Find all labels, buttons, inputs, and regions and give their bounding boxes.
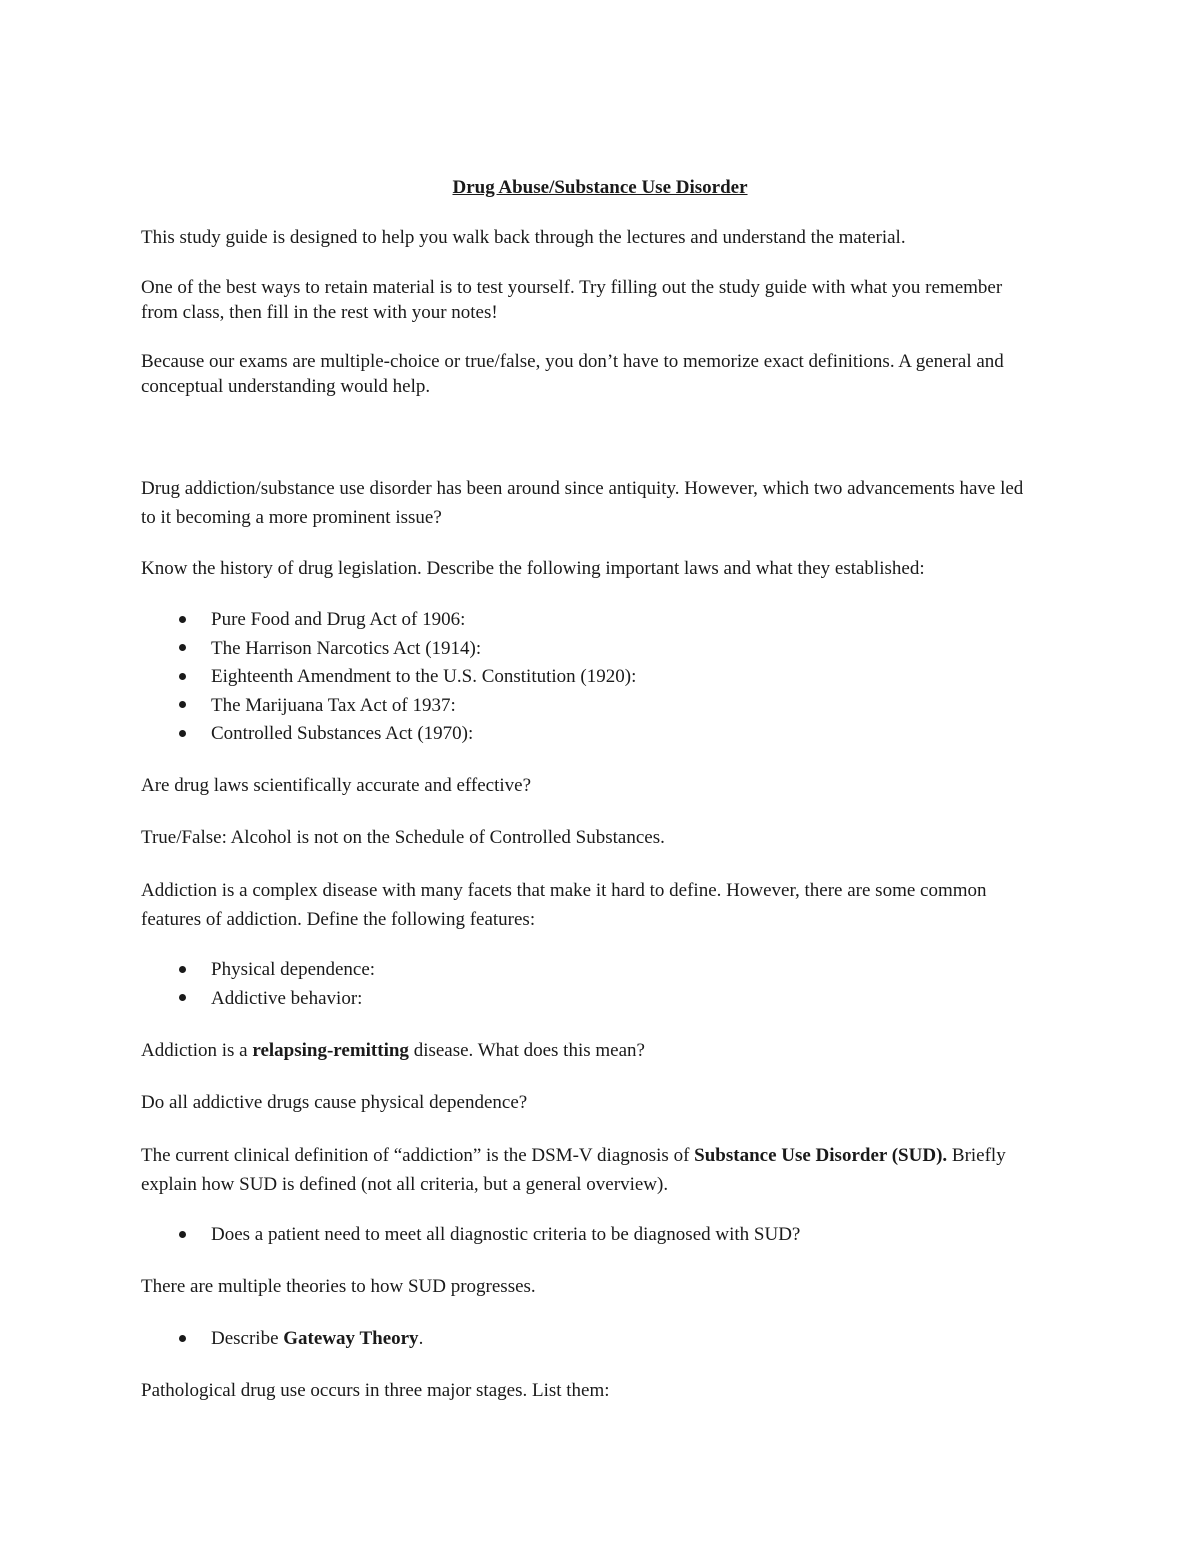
theories-list [141,1325,1041,1354]
question-antiquity: Drug addiction/substance use disorder has been around since antiquity. However, which two advancements have led to it becoming a more prominent issue? [141,478,1024,528]
question-clinical-definition: The current clinical definition of “addiction” is the DSM-V diagnosis of Substance Use Disorder (SUD). Briefly explain how SUD is defined (not all criteria, but a general overview). [141,1145,1006,1195]
list-item: Describe Gateway Theory. [141,1325,1041,1354]
list-item: Controlled Substances Act (1970): [141,720,1041,749]
bullet-icon [176,720,188,749]
bullet-icon [176,606,188,635]
intro-paragraph-3: Because our exams are multiple-choice or true/false, you don’t have to memorize exact definitions. A general and conceptual understanding would help. [141,351,1004,397]
question-addiction-features: Addiction is a complex disease with many facets that make it hard to define. However, there are some common features of addiction. Define the following features: [141,880,987,930]
question-relapsing-remitting: Addiction is a relapsing-remitting disease. What does this mean? [141,1040,645,1061]
document-title: Drug Abuse/Substance Use Disorder [452,177,748,198]
list-item: The Harrison Narcotics Act (1914): [141,635,1041,664]
list-item: Physical dependence: [141,956,1041,985]
bullet-icon [176,663,188,692]
bullet-icon [176,956,188,985]
intro-paragraph-1: This study guide is designed to help you walk back through the lectures and understand the material. [141,227,906,248]
laws-list [141,606,1041,749]
list-item: Does a patient need to meet all diagnostic criteria to be diagnosed with SUD? [141,1221,1041,1250]
list-item: Addictive behavior: [141,985,1041,1014]
bullet-icon [176,635,188,664]
bullet-icon [176,692,188,721]
question-laws-accurate: Are drug laws scientifically accurate and effective? [141,775,532,796]
bullet-icon [176,1221,188,1250]
sud-list [141,1221,1041,1250]
question-sud-theories: There are multiple theories to how SUD progresses. [141,1276,536,1297]
list-item: Pure Food and Drug Act of 1906: [141,606,1041,635]
intro-paragraph-2: One of the best ways to retain material is to test yourself. Try filling out the study guide with what you remember from class, then fill in the rest with your notes! [141,277,1003,323]
list-item: The Marijuana Tax Act of 1937: [141,692,1041,721]
question-legislation-history: Know the history of drug legislation. Describe the following important laws and what they established: [141,558,925,579]
features-list [141,956,1041,1013]
bullet-icon [176,985,188,1014]
bullet-icon [176,1325,188,1354]
list-item: Eighteenth Amendment to the U.S. Constitution (1920): [141,663,1041,692]
question-three-stages: Pathological drug use occurs in three major stages. List them: [141,1380,610,1401]
question-physical-dependence: Do all addictive drugs cause physical dependence? [141,1092,528,1113]
question-true-false-alcohol: True/False: Alcohol is not on the Schedule of Controlled Substances. [141,827,665,848]
